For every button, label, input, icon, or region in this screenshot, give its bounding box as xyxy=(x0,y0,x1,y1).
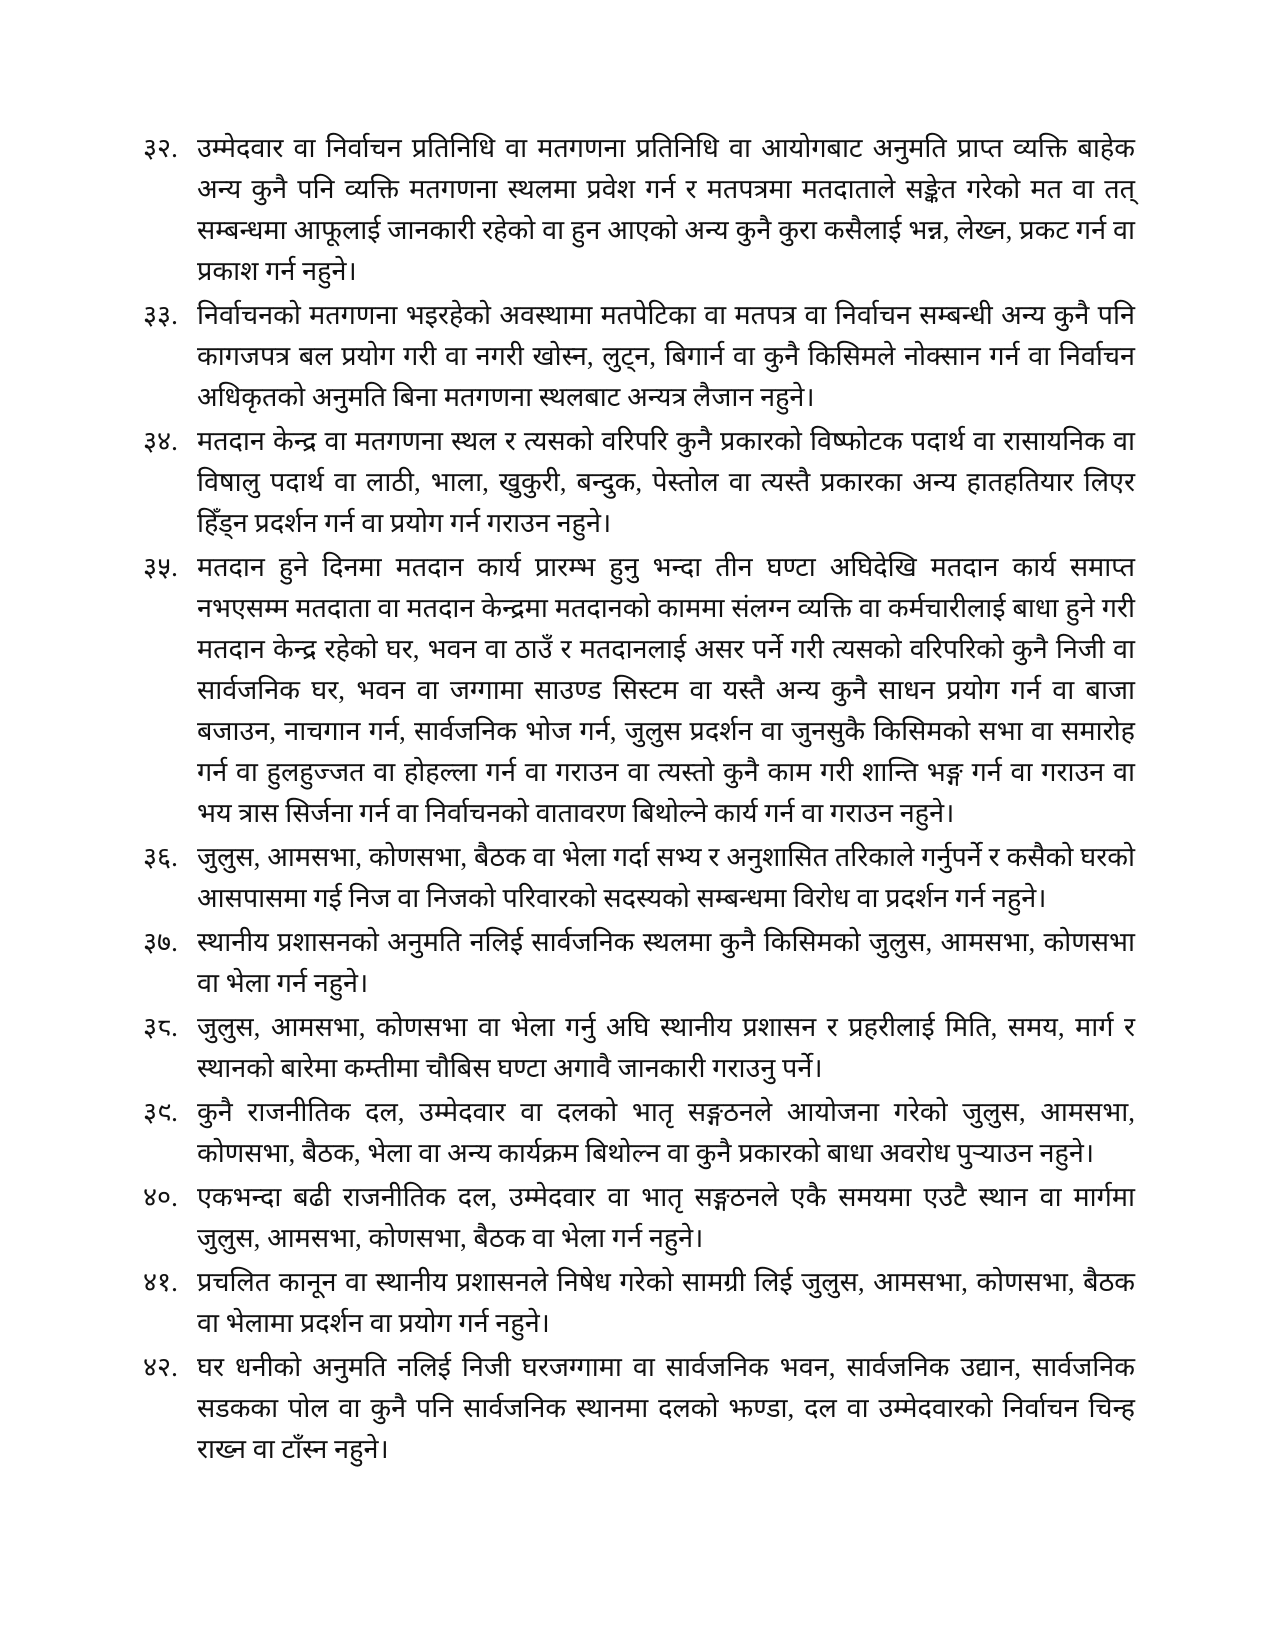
rule-item xyxy=(143,295,1135,418)
rule-item xyxy=(143,922,1135,1004)
rule-number: ३६. xyxy=(143,842,178,872)
rule-text: एकभन्दा बढी राजनीतिक दल, उम्मेदवार वा भातृ सङ्गठनले एकै समयमा एउटै स्थान वा मार्गमा जुलुस, आमसभा, कोणसभा, बैठक वा भेला गर्न नहुने। xyxy=(197,1182,1135,1253)
rule-number: ३९. xyxy=(143,1097,178,1127)
rule-text: घर धनीको अनुमति नलिई निजी घरजग्गामा वा सार्वजनिक भवन, सार्वजनिक उद्यान, सार्वजनिक सडकका पोल वा कुनै पनि सार्वजनिक स्थानमा दलको झण्डा, दल वा उम्मेदवारको निर्वाचन चिन्ह राख्न वा टाँस्न नहुने। xyxy=(197,1352,1135,1464)
rule-number: ३५. xyxy=(143,552,178,582)
rules-list xyxy=(143,128,1135,1473)
rule-number: ४०. xyxy=(143,1182,178,1212)
rule-item xyxy=(143,1347,1135,1470)
rule-text: मतदान हुने दिनमा मतदान कार्य प्रारम्भ हुनु भन्दा तीन घण्टा अघिदेखि मतदान कार्य समाप्त नभएसम्म मतदाता वा मतदान केन्द्रमा मतदानको काममा संलग्न व्यक्ति वा कर्मचारीलाई बाधा हुने गरी मतदान केन्द्र रहेको घर, भवन वा ठाउँ र मतदानलाई असर पर्ने गरी त्यसको वरिपरिको कुनै निजी वा सार्वजनिक घर, भवन वा जग्गामा साउण्ड सिस्टम वा यस्तै अन्य कुनै साधन प्रयोग गर्न वा बाजा बजाउन, नाचगान गर्न, सार्वजनिक भोज गर्न, जुलुस प्रदर्शन वा जुनसुकै किसिमको सभा वा समारोह गर्न वा हुलहुज्जत वा होहल्ला गर्न वा गराउन वा त्यस्तो कुनै काम गरी शान्ति भङ्ग गर्न वा गराउन वा भय त्रास सिर्जना गर्न वा निर्वाचनको वातावरण बिथोल्ने कार्य गर्न वा गराउन नहुने। xyxy=(197,552,1135,828)
rule-item xyxy=(143,837,1135,919)
rule-number: ३३. xyxy=(143,300,178,330)
rule-text: कुनै राजनीतिक दल, उम्मेदवार वा दलको भातृ सङ्गठनले आयोजना गरेको जुलुस, आमसभा, कोणसभा, बैठक, भेला वा अन्य कार्यक्रम बिथोल्न वा कुनै प्रकारको बाधा अवरोध पुऱ्याउन नहुने। xyxy=(197,1097,1135,1168)
rule-item xyxy=(143,421,1135,544)
rule-item xyxy=(143,1092,1135,1174)
rule-number: ३८. xyxy=(143,1012,178,1042)
rule-item xyxy=(143,547,1135,834)
rule-text: जुलुस, आमसभा, कोणसभा, बैठक वा भेला गर्दा सभ्य र अनुशासित तरिकाले गर्नुपर्ने र कसैको घरको आसपासमा गई निज वा निजको परिवारको सदस्यको सम्बन्धमा विरोध वा प्रदर्शन गर्न नहुने। xyxy=(197,842,1135,913)
rule-item xyxy=(143,128,1135,292)
rule-number: ४१. xyxy=(143,1267,178,1297)
rule-text: निर्वाचनको मतगणना भइरहेको अवस्थामा मतपेटिका वा मतपत्र वा निर्वाचन सम्बन्धी अन्य कुनै पनि कागजपत्र बल प्रयोग गरी वा नगरी खोस्न, लुट्न, बिगार्न वा कुनै किसिमले नोक्सान गर्न वा निर्वाचन अधिकृतको अनुमति बिना मतगणना स्थलबाट अन्यत्र लैजान नहुने। xyxy=(197,300,1135,412)
rule-text: प्रचलित कानून वा स्थानीय प्रशासनले निषेध गरेको सामग्री लिई जुलुस, आमसभा, कोणसभा, बैठक वा भेलामा प्रदर्शन वा प्रयोग गर्न नहुने। xyxy=(197,1267,1135,1338)
rule-text: जुलुस, आमसभा, कोणसभा वा भेला गर्नु अघि स्थानीय प्रशासन र प्रहरीलाई मिति, समय, मार्ग र स्थानको बारेमा कम्तीमा चौबिस घण्टा अगावै जानकारी गराउनु पर्ने। xyxy=(197,1012,1135,1083)
rule-text: स्थानीय प्रशासनको अनुमति नलिई सार्वजनिक स्थलमा कुनै किसिमको जुलुस, आमसभा, कोणसभा वा भेला गर्न नहुने। xyxy=(197,927,1135,998)
rule-item xyxy=(143,1007,1135,1089)
rule-number: ४२. xyxy=(143,1352,178,1382)
rule-number: ३७. xyxy=(143,927,178,957)
rule-text: उम्मेदवार वा निर्वाचन प्रतिनिधि वा मतगणना प्रतिनिधि वा आयोगबाट अनुमति प्राप्त व्यक्ति बाहेक अन्य कुनै पनि व्यक्ति मतगणना स्थलमा प्रवेश गर्न र मतपत्रमा मतदाताले सङ्केत गरेको मत वा तत् सम्बन्धमा आफूलाई जानकारी रहेको वा हुन आएको अन्य कुनै कुरा कसैलाई भन्न, लेख्न, प्रकट गर्न वा प्रकाश गर्न नहुने। xyxy=(197,133,1135,286)
rule-item xyxy=(143,1262,1135,1344)
rule-item xyxy=(143,1177,1135,1259)
rule-text: मतदान केन्द्र वा मतगणना स्थल र त्यसको वरिपरि कुनै प्रकारको विष्फोटक पदार्थ वा रासायनिक वा विषालु पदार्थ वा लाठी, भाला, खुकुरी, बन्दुक, पेस्तोल वा त्यस्तै प्रकारका अन्य हातहतियार लिएर हिँड्न प्रदर्शन गर्न वा प्रयोग गर्न गराउन नहुने। xyxy=(197,426,1136,538)
rule-number: ३२. xyxy=(143,133,178,163)
rule-number: ३४. xyxy=(143,426,178,456)
